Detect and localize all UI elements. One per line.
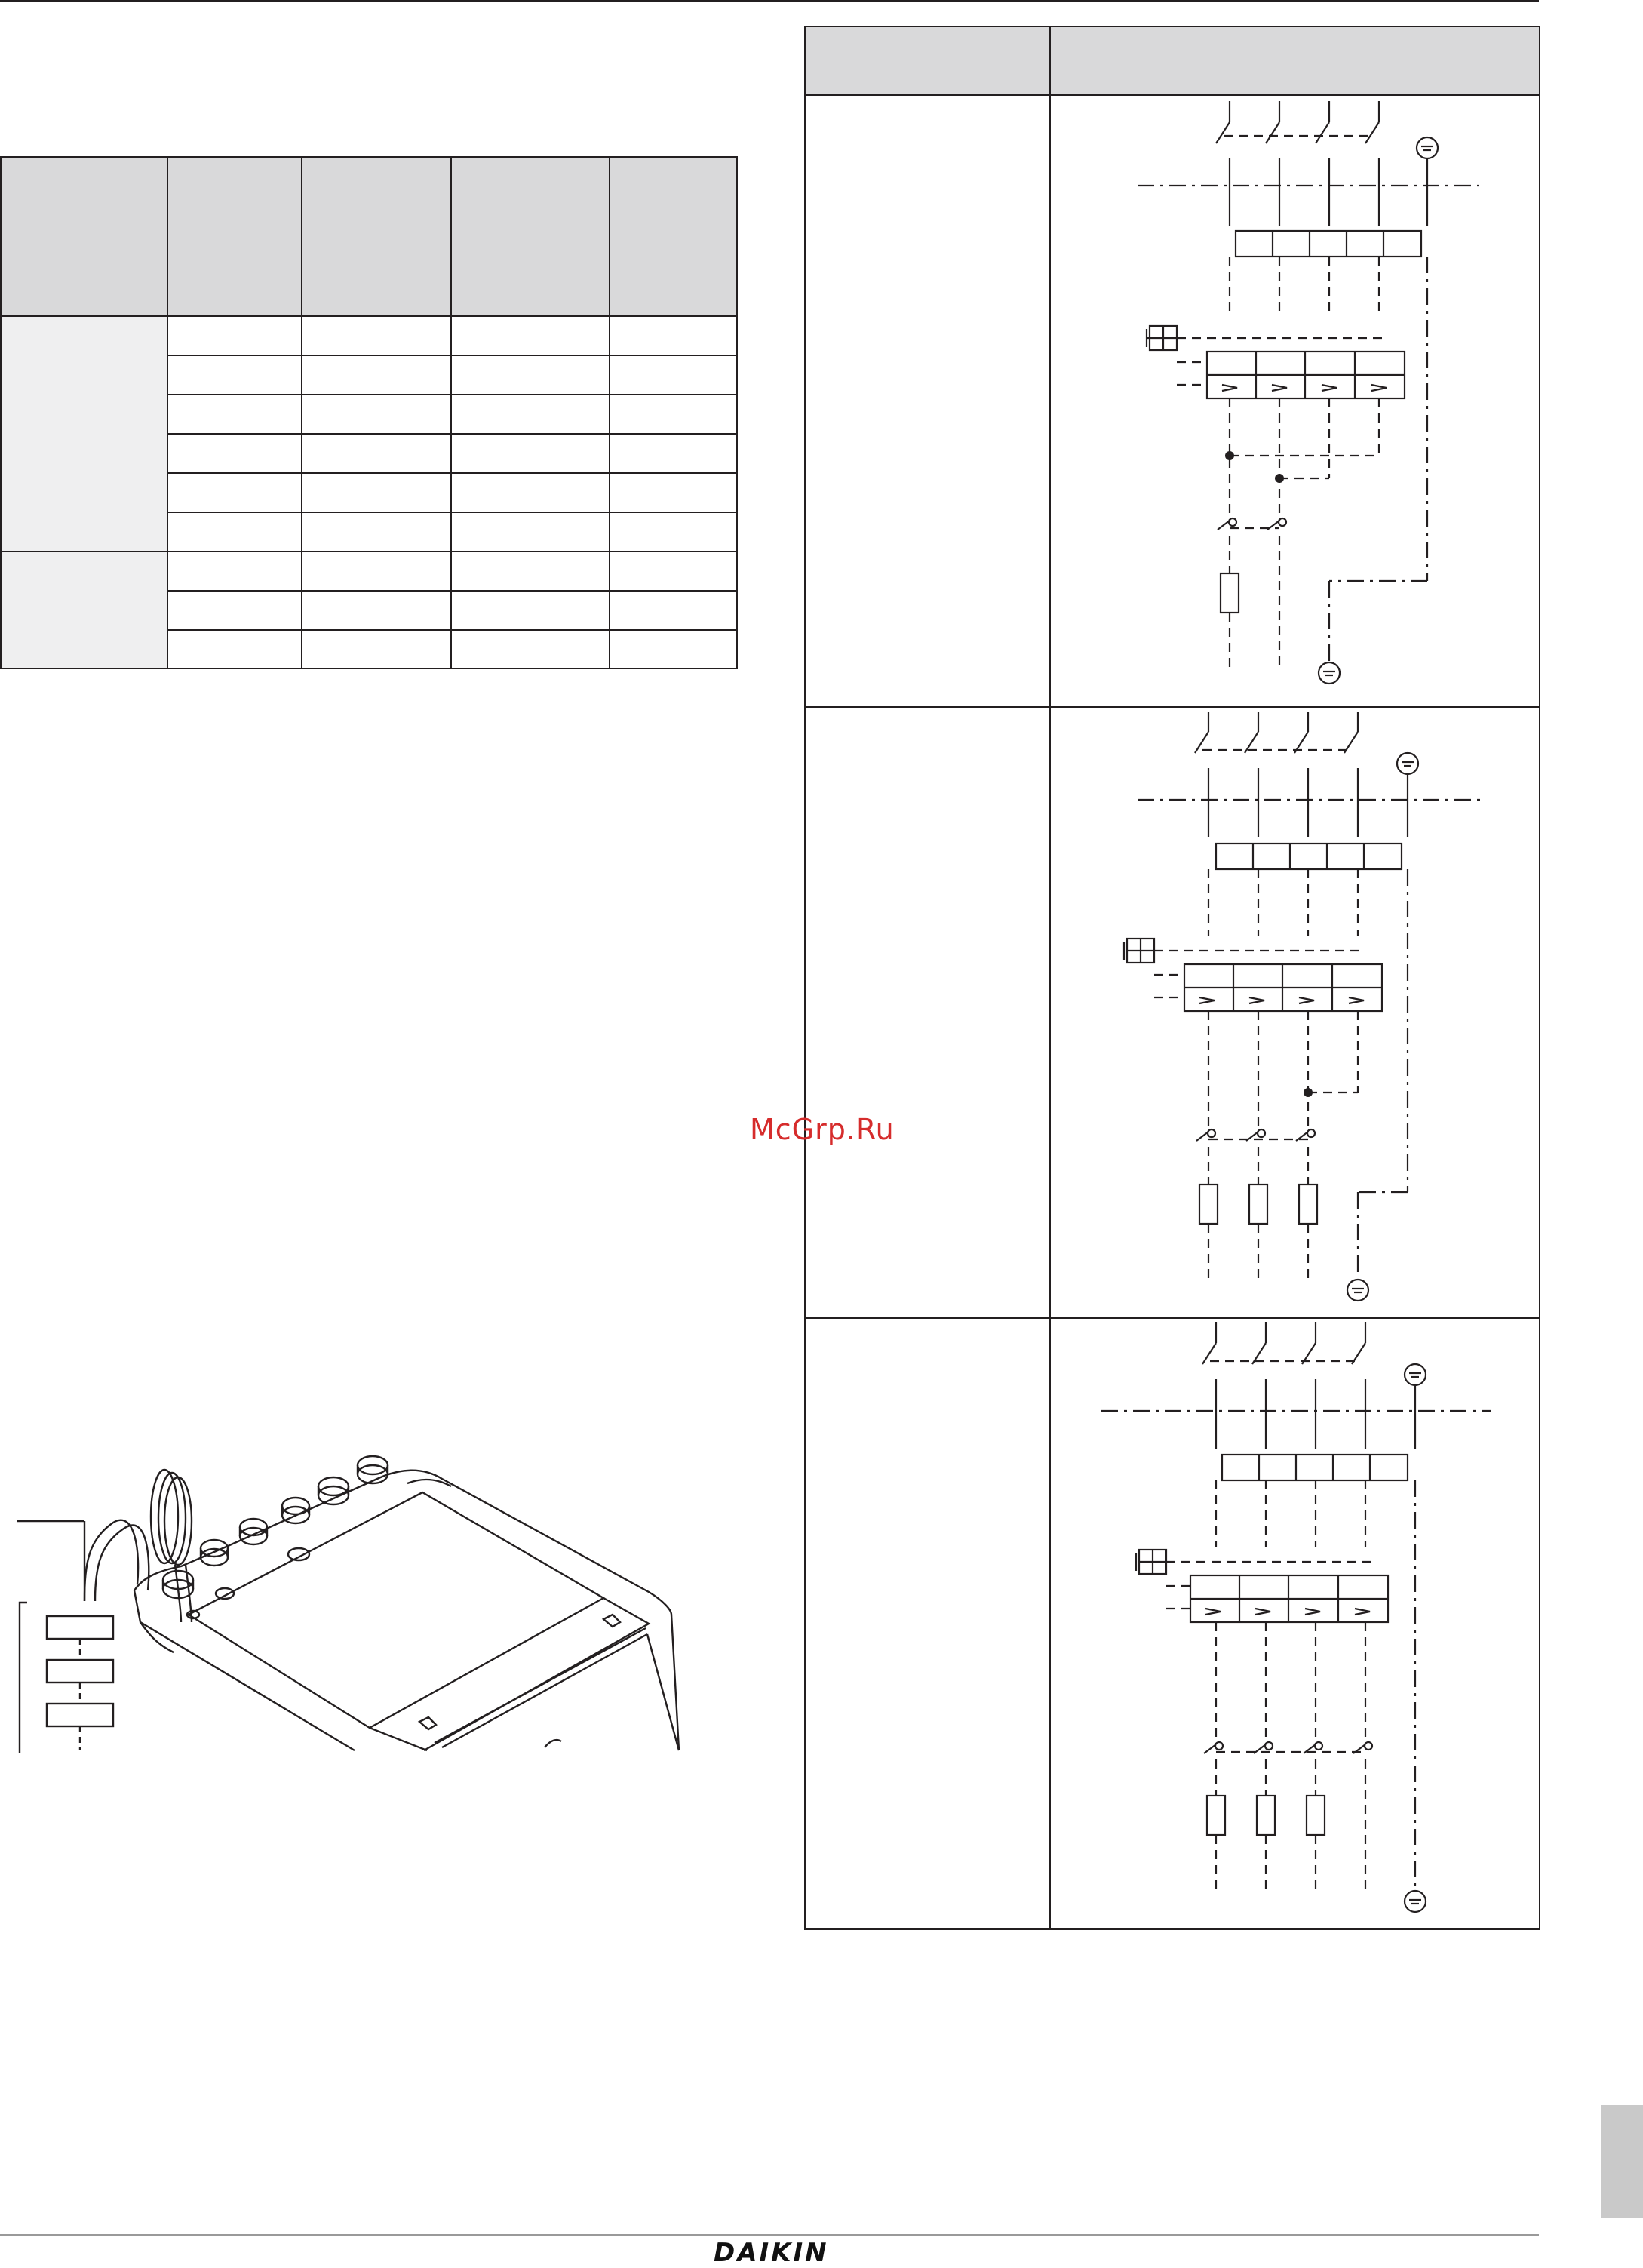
brand-logo: DAIKIN	[714, 2238, 829, 2268]
bottom-rule	[0, 2234, 1539, 2236]
watermark: McGrp.Ru	[750, 1113, 895, 1146]
section-tab-marker	[1601, 2105, 1643, 2218]
